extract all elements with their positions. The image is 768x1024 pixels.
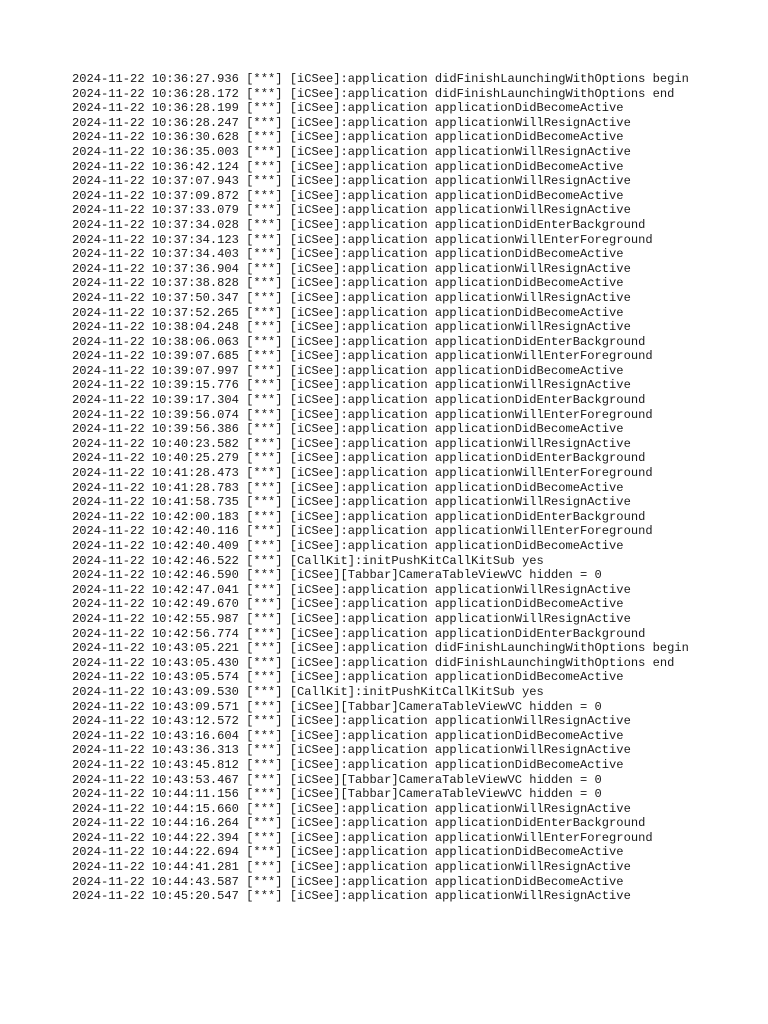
log-line: 2024-11-22 10:43:05.574 [***] [iCSee]:application applicationDidBecomeActive [72, 670, 624, 685]
log-line: 2024-11-22 10:41:58.735 [***] [iCSee]:application applicationWillResignActive [72, 495, 631, 510]
log-line: 2024-11-22 10:37:38.828 [***] [iCSee]:application applicationDidBecomeActive [72, 276, 624, 291]
log-line: 2024-11-22 10:43:12.572 [***] [iCSee]:application applicationWillResignActive [72, 714, 631, 729]
log-line: 2024-11-22 10:43:05.221 [***] [iCSee]:application didFinishLaunchingWithOptions begin [72, 641, 689, 656]
log-line: 2024-11-22 10:44:22.394 [***] [iCSee]:application applicationWillEnterForeground [72, 830, 653, 845]
log-line: 2024-11-22 10:43:16.604 [***] [iCSee]:application applicationDidBecomeActive [72, 728, 624, 743]
log-line: 2024-11-22 10:40:25.279 [***] [iCSee]:application applicationDidEnterBackground [72, 451, 646, 466]
log-line: 2024-11-22 10:37:09.872 [***] [iCSee]:application applicationDidBecomeActive [72, 188, 624, 203]
log-line: 2024-11-22 10:36:28.199 [***] [iCSee]:application applicationDidBecomeActive [72, 101, 624, 116]
log-line: 2024-11-22 10:43:09.530 [***] [CallKit]:initPushKitCallKitSub yes [72, 684, 544, 699]
log-line: 2024-11-22 10:39:56.074 [***] [iCSee]:application applicationWillEnterForeground [72, 407, 653, 422]
log-line: 2024-11-22 10:37:33.079 [***] [iCSee]:application applicationWillResignActive [72, 203, 631, 218]
log-line: 2024-11-22 10:36:28.247 [***] [iCSee]:application applicationWillResignActive [72, 115, 631, 130]
log-lines [72, 72, 712, 904]
log-line: 2024-11-22 10:36:30.628 [***] [iCSee]:application applicationDidBecomeActive [72, 130, 624, 145]
log-line: 2024-11-22 10:37:34.123 [***] [iCSee]:application applicationWillEnterForeground [72, 232, 653, 247]
log-line: 2024-11-22 10:44:22.694 [***] [iCSee]:application applicationDidBecomeActive [72, 845, 624, 860]
log-line: 2024-11-22 10:42:00.183 [***] [iCSee]:application applicationDidEnterBackground [72, 509, 646, 524]
log-line: 2024-11-22 10:42:40.409 [***] [iCSee]:application applicationDidBecomeActive [72, 539, 624, 553]
log-line: 2024-11-22 10:37:34.403 [***] [iCSee]:application applicationDidBecomeActive [72, 247, 624, 262]
log-line: 2024-11-22 10:42:56.774 [***] [iCSee]:application applicationDidEnterBackground [72, 626, 646, 641]
log-line: 2024-11-22 10:37:34.028 [***] [iCSee]:application applicationDidEnterBackground [72, 217, 646, 232]
log-line: 2024-11-22 10:37:36.904 [***] [iCSee]:application applicationWillResignActive [72, 261, 631, 276]
log-line: 2024-11-22 10:36:42.124 [***] [iCSee]:application applicationDidBecomeActive [72, 159, 624, 174]
log-line: 2024-11-22 10:42:55.987 [***] [iCSee]:application applicationWillResignActive [72, 611, 631, 626]
log-line: 2024-11-22 10:39:07.685 [***] [iCSee]:application applicationWillEnterForeground [72, 349, 653, 364]
log-line: 2024-11-22 10:39:56.386 [***] [iCSee]:application applicationDidBecomeActive [72, 422, 624, 437]
log-line: 2024-11-22 10:42:40.116 [***] [iCSee]:application applicationWillEnterForeground [72, 524, 653, 539]
log-line: 2024-11-22 10:36:27.936 [***] [iCSee]:application didFinishLaunchingWithOptions begin [72, 72, 689, 86]
log-line: 2024-11-22 10:42:46.590 [***] [iCSee][Tabbar]CameraTableViewVC hidden = 0 [72, 568, 602, 583]
log-line: 2024-11-22 10:40:23.582 [***] [iCSee]:application applicationWillResignActive [72, 436, 631, 451]
log-line: 2024-11-22 10:42:46.522 [***] [CallKit]:initPushKitCallKitSub yes [72, 553, 544, 568]
log-line: 2024-11-22 10:39:07.997 [***] [iCSee]:application applicationDidBecomeActive [72, 363, 624, 378]
log-line: 2024-11-22 10:43:05.430 [***] [iCSee]:application didFinishLaunchingWithOptions end [72, 655, 675, 670]
log-line: 2024-11-22 10:43:53.467 [***] [iCSee][Tabbar]CameraTableViewVC hidden = 0 [72, 772, 602, 787]
log-line: 2024-11-22 10:44:41.281 [***] [iCSee]:application applicationWillResignActive [72, 860, 631, 875]
log-line: 2024-11-22 10:36:28.172 [***] [iCSee]:application didFinishLaunchingWithOptions end [72, 86, 675, 101]
log-line: 2024-11-22 10:39:15.776 [***] [iCSee]:application applicationWillResignActive [72, 378, 631, 393]
log-line: 2024-11-22 10:45:20.547 [***] [iCSee]:application applicationWillResignActive [72, 889, 631, 904]
log-line: 2024-11-22 10:38:06.063 [***] [iCSee]:application applicationDidEnterBackground [72, 334, 646, 349]
log-line: 2024-11-22 10:37:52.265 [***] [iCSee]:application applicationDidBecomeActive [72, 305, 624, 320]
log-line: 2024-11-22 10:44:16.264 [***] [iCSee]:application applicationDidEnterBackground [72, 816, 646, 831]
log-line: 2024-11-22 10:39:17.304 [***] [iCSee]:application applicationDidEnterBackground [72, 393, 646, 408]
log-line: 2024-11-22 10:42:49.670 [***] [iCSee]:application applicationDidBecomeActive [72, 597, 624, 612]
log-line: 2024-11-22 10:44:11.156 [***] [iCSee][Tabbar]CameraTableViewVC hidden = 0 [72, 787, 602, 802]
log-line: 2024-11-22 10:44:15.660 [***] [iCSee]:application applicationWillResignActive [72, 801, 631, 816]
log-line: 2024-11-22 10:41:28.473 [***] [iCSee]:application applicationWillEnterForeground [72, 466, 653, 481]
log-line: 2024-11-22 10:38:04.248 [***] [iCSee]:application applicationWillResignActive [72, 320, 631, 335]
log-line: 2024-11-22 10:42:47.041 [***] [iCSee]:application applicationWillResignActive [72, 582, 631, 597]
log-line: 2024-11-22 10:43:36.313 [***] [iCSee]:application applicationWillResignActive [72, 743, 631, 758]
log-line: 2024-11-22 10:37:50.347 [***] [iCSee]:application applicationWillResignActive [72, 290, 631, 305]
log-line: 2024-11-22 10:43:09.571 [***] [iCSee][Tabbar]CameraTableViewVC hidden = 0 [72, 699, 602, 714]
log-line: 2024-11-22 10:41:28.783 [***] [iCSee]:application applicationDidBecomeActive [72, 480, 624, 495]
log-line: 2024-11-22 10:44:43.587 [***] [iCSee]:application applicationDidBecomeActive [72, 874, 624, 889]
log-line: 2024-11-22 10:36:35.003 [***] [iCSee]:application applicationWillResignActive [72, 144, 631, 159]
log-line: 2024-11-22 10:43:45.812 [***] [iCSee]:application applicationDidBecomeActive [72, 757, 624, 772]
log-line: 2024-11-22 10:37:07.943 [***] [iCSee]:application applicationWillResignActive [72, 174, 631, 189]
